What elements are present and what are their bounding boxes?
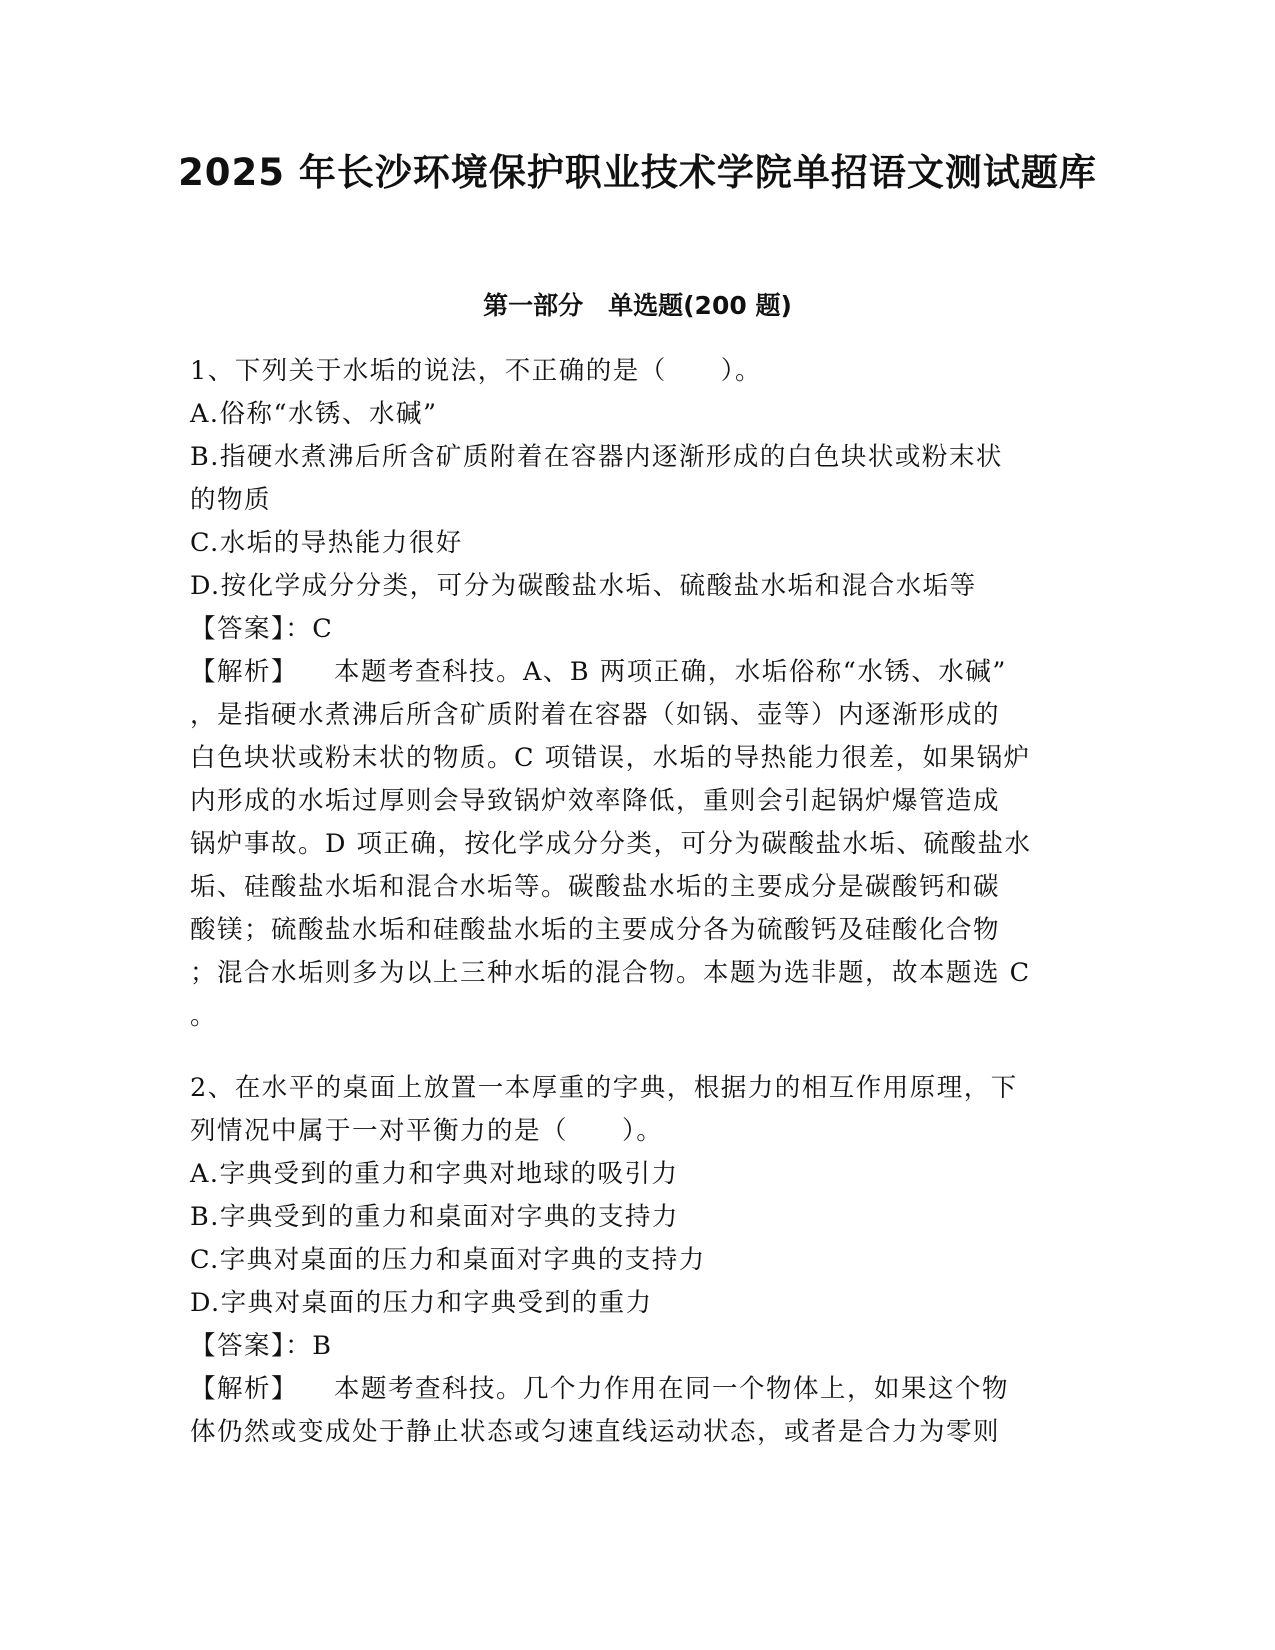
analysis-text: 体仍然或变成处于静止状态或匀速直线运动状态，或者是合力为零则 xyxy=(190,1417,1001,1447)
answer-value: B xyxy=(312,1331,333,1361)
section-heading: 第一部分 单选题(200 题) xyxy=(483,291,792,320)
analysis-text: 内形成的水垢过厚则会导致锅炉效率降低，重则会引起锅炉爆管造成 xyxy=(190,786,1001,816)
analysis-text: 本题考查科技。几个力作用在同一个物体上，如果这个物 xyxy=(334,1374,1010,1404)
question-2-option-d: D.字典对桌面的压力和字典受到的重力 xyxy=(190,1288,653,1318)
question-1-option-a: A.俗称“水锈、水碱” xyxy=(190,399,438,429)
document-title: 2025 年长沙环境保护职业技术学院单招语文测试题库 xyxy=(178,151,1097,194)
question-1-option-d: D.按化学成分分类，可分为碳酸盐水垢、硫酸盐水垢和混合水垢等 xyxy=(190,571,977,601)
question-1-analysis-line xyxy=(190,651,1090,694)
analysis-text: 。 xyxy=(190,1001,218,1031)
analysis-text: ；混合水垢则多为以上三种水垢的混合物。本题为选非题，故本题选 C xyxy=(190,958,1031,988)
question-2 xyxy=(190,1067,1090,1454)
question-2-option-b: B.字典受到的重力和桌面对字典的支持力 xyxy=(190,1202,679,1232)
question-1-option-b-continued: 的物质 xyxy=(190,485,272,515)
question-1-answer-line xyxy=(190,608,1090,651)
answer-label: 【答案】： xyxy=(190,1331,313,1361)
analysis-text: 垢、硅酸盐水垢和混合水垢等。碳酸盐水垢的主要成分是碳酸钙和碳 xyxy=(190,872,1001,902)
question-1-option-b: B.指硬水煮沸后所含矿质附着在容器内逐渐形成的白色块状或粉末状 xyxy=(190,442,1003,472)
answer-value: C xyxy=(312,614,334,644)
analysis-text: 锅炉事故。D 项正确，按化学成分分类，可分为碳酸盐水垢、硫酸盐水 xyxy=(190,829,1032,859)
question-2-analysis-line xyxy=(190,1368,1090,1411)
question-2-option-c: C.字典对桌面的压力和桌面对字典的支持力 xyxy=(190,1245,706,1275)
answer-label: 【答案】： xyxy=(190,614,313,644)
question-2-stem-continued: 列情况中属于一对平衡力的是（ ）。 xyxy=(190,1116,664,1146)
analysis-text: 本题考查科技。A、B 两项正确，水垢俗称“水锈、水碱” xyxy=(334,657,1007,687)
question-1-stem: 1、下列关于水垢的说法，不正确的是（ ）。 xyxy=(190,356,762,386)
analysis-text: 白色块状或粉末状的物质。C 项错误，水垢的导热能力很差，如果锅炉 xyxy=(190,743,1031,773)
question-2-option-a: A.字典受到的重力和字典对地球的吸引力 xyxy=(190,1159,679,1189)
question-2-answer-line xyxy=(190,1325,1090,1368)
analysis-text: 酸镁；硫酸盐水垢和硅酸盐水垢的主要成分各为硫酸钙及硅酸化合物 xyxy=(190,915,1001,945)
question-1-option-c: C.水垢的导热能力很好 xyxy=(190,528,463,558)
analysis-text: ，是指硬水煮沸后所含矿质附着在容器（如锅、壶等）内逐渐形成的 xyxy=(190,700,1001,730)
question-2-stem: 2、在水平的桌面上放置一本厚重的字典，根据力的相互作用原理，下 xyxy=(190,1073,1018,1103)
analysis-label: 【解析】 xyxy=(190,1374,299,1404)
analysis-label: 【解析】 xyxy=(190,657,299,687)
question-1 xyxy=(190,350,1090,1038)
